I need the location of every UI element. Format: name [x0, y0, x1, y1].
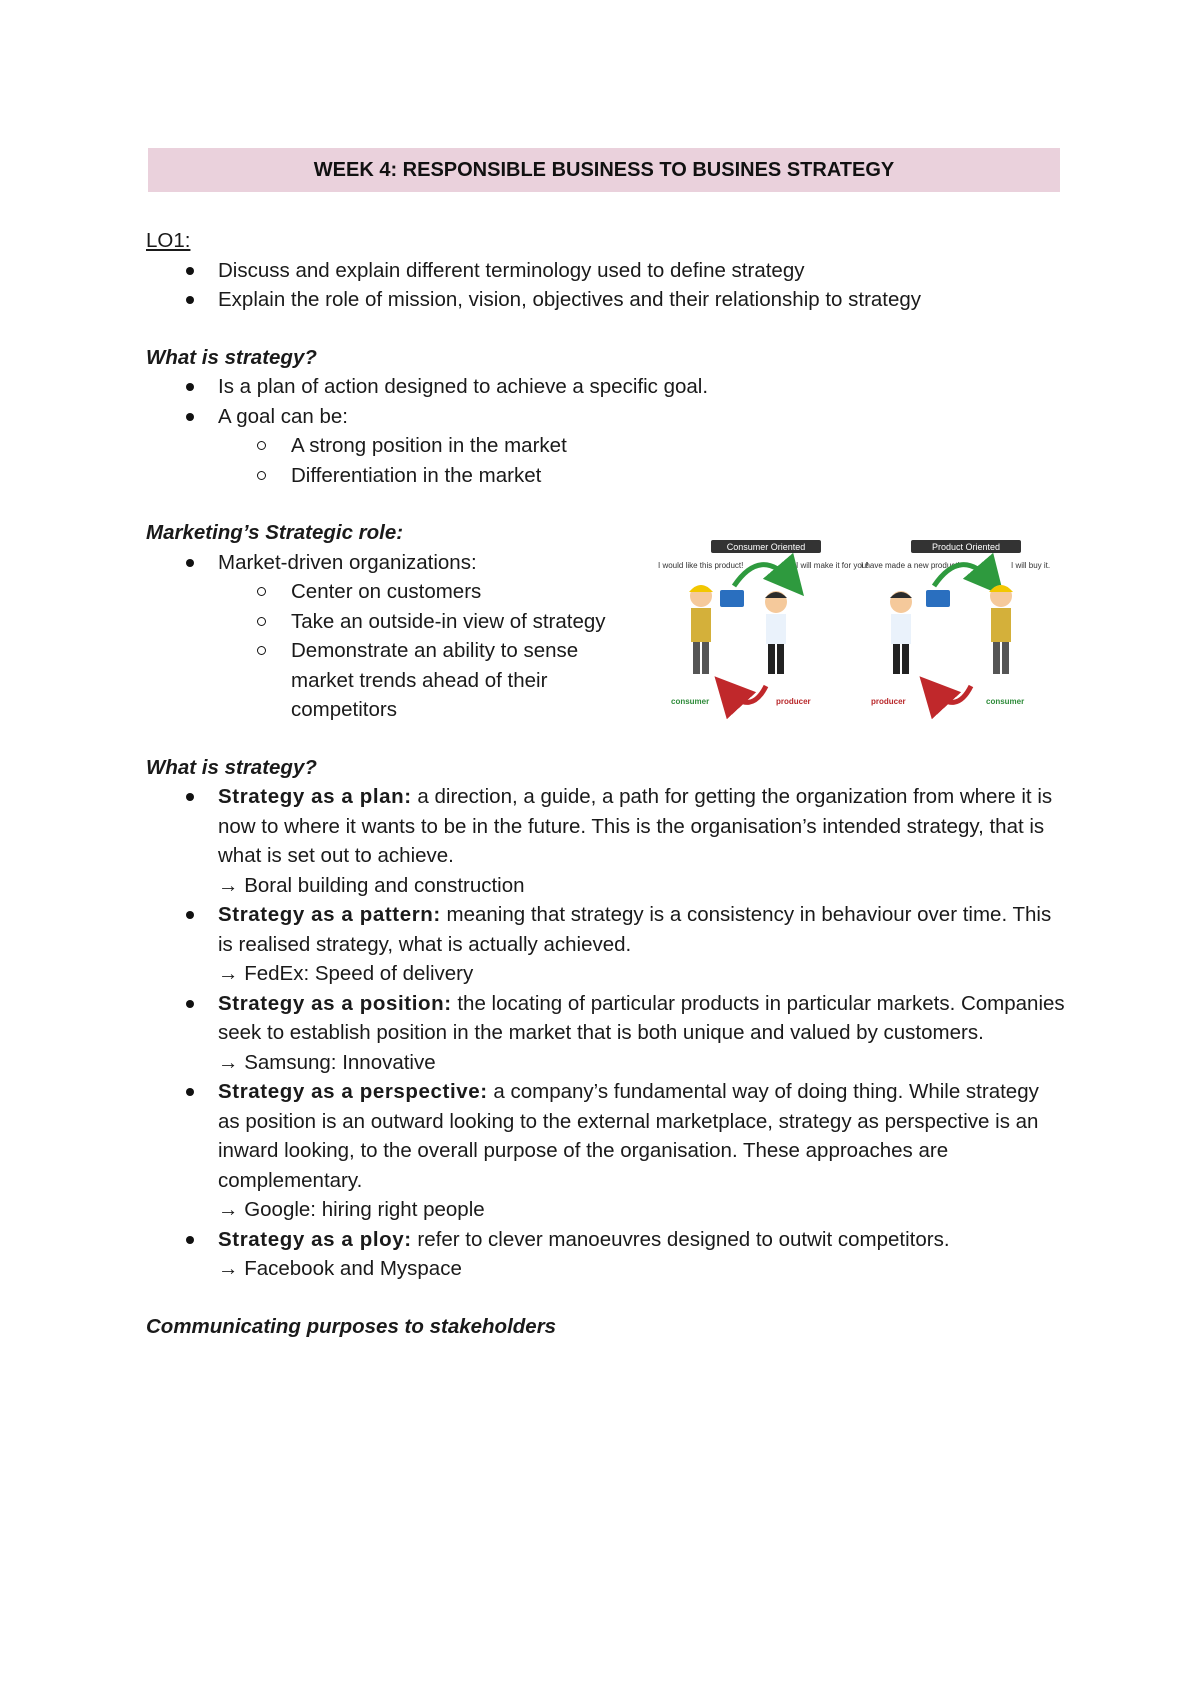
list-item	[146, 989, 1066, 1078]
term: Strategy as a plan:	[218, 785, 412, 808]
sub-list-item: Take an outside-in view of strategy	[146, 607, 616, 637]
list-item	[146, 1225, 1066, 1284]
section-heading: What is strategy?	[146, 755, 317, 779]
product-oriented-panel	[861, 540, 1050, 706]
figure-label: producer	[776, 697, 811, 706]
list-item: Market-driven organizations:	[146, 548, 616, 578]
sub-list-item: Center on customers	[146, 577, 616, 607]
example: → Google: hiring right people	[218, 1198, 485, 1221]
list-item: Explain the role of mission, vision, objectives and their relationship to strategy	[146, 285, 1066, 315]
speech-bubble-left: I have made a new product!	[861, 561, 960, 570]
example: → Boral building and construction	[218, 873, 525, 897]
term: Strategy as a perspective:	[218, 1080, 488, 1103]
example: → Samsung: Innovative	[218, 1050, 436, 1074]
strategy-definitions-list	[146, 782, 1066, 1284]
businessman-figure-icon	[765, 591, 787, 674]
definition: the locating of particular products in particular markets. Companies seek to establish position in the market that is both unique and valued by customers.	[218, 991, 1065, 1044]
sub-list-item: A strong position in the market	[146, 431, 1066, 461]
arrow-red-icon	[728, 686, 766, 702]
figure-label: consumer	[986, 697, 1025, 706]
sub-list-item: Differentiation in the market	[146, 461, 1066, 491]
lo1-label: LO1:	[146, 229, 191, 252]
list-item	[146, 782, 1066, 900]
list-item: Discuss and explain different terminology used to define strategy	[146, 256, 1066, 286]
section-heading: Communicating purposes to stakeholders	[146, 1314, 557, 1338]
section-heading: What is strategy?	[146, 345, 317, 369]
figure-label: consumer	[671, 697, 710, 706]
example: → FedEx: Speed of delivery	[218, 962, 474, 985]
term: Strategy as a ploy:	[218, 1227, 412, 1251]
definition: a direction, a guide, a path for getting the organization from where it is now to where it wants to be in the future. This is the organisation’s intended strategy, that is what is set out to achieve.	[218, 785, 1053, 867]
term: Strategy as a pattern:	[218, 903, 441, 926]
definition: a company’s fundamental way of doing thing. While strategy as position is an outward looking to the external marketplace, strategy as perspective is an inward looking, to the overall purpose of the organisation. These approaches are complementary.	[218, 1080, 1039, 1192]
banner-label: Product Oriented	[931, 542, 1001, 552]
lo1-list	[146, 256, 1066, 315]
worker-figure-icon	[989, 585, 1013, 674]
sub-list-item: Demonstrate an ability to sense market trends ahead of their competitors	[146, 636, 616, 725]
worker-figure-icon	[689, 585, 713, 674]
speech-bubble-right: I will buy it.	[1011, 561, 1051, 570]
strategy-list	[146, 372, 1066, 490]
list-item	[146, 1077, 1066, 1225]
speech-bubble-right: I will make it for you!	[796, 561, 869, 570]
list-item	[146, 900, 1066, 989]
list-item: Is a plan of action designed to achieve a specific goal.	[146, 372, 1066, 402]
consumer-oriented-panel	[658, 540, 868, 706]
example: → Facebook and Myspace	[218, 1257, 462, 1280]
section-heading: Marketing’s Strategic role:	[146, 521, 404, 544]
page-title: WEEK 4: RESPONSIBLE BUSINESS TO BUSINES STRATEGY	[148, 148, 1060, 192]
document-body	[146, 226, 1066, 1341]
marketing-role-section	[146, 518, 1066, 725]
arrow-red-icon	[933, 686, 971, 702]
consumer-product-oriented-illustration	[656, 536, 1076, 726]
computer-icon	[720, 590, 744, 607]
list-item: A goal can be:	[146, 402, 1066, 432]
figure-label: producer	[871, 697, 906, 706]
definition: refer to clever manoeuvres designed to outwit competitors.	[411, 1227, 950, 1251]
speech-bubble-left: I would like this product!	[658, 561, 744, 570]
marketing-role-list	[146, 548, 616, 725]
businessman-figure-icon	[890, 591, 912, 674]
banner-label: Consumer Oriented	[726, 542, 806, 552]
computer-icon	[926, 590, 950, 607]
term: Strategy as a position:	[218, 991, 452, 1015]
definition: meaning that strategy is a consistency in behaviour over time. This is realised strategy, what is actually achieved.	[218, 903, 1052, 956]
